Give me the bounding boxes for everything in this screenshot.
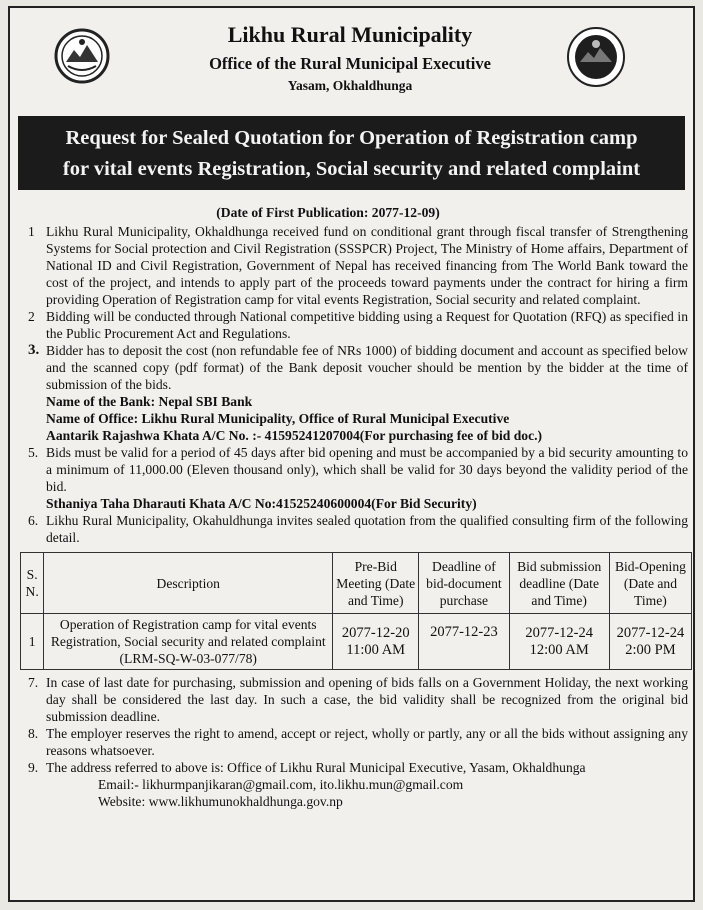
cell-prebid xyxy=(333,614,419,670)
table-header-row xyxy=(21,553,692,614)
opening-date: 2077-12-24 xyxy=(616,624,685,641)
item-number: 6. xyxy=(28,513,39,528)
item-number: 7. xyxy=(28,675,39,690)
title-line-1: Request for Sealed Quotation for Operation of Registration camp xyxy=(65,127,638,149)
list-item xyxy=(28,342,688,393)
cell-submission xyxy=(509,614,609,670)
submission-time: 12:00 AM xyxy=(529,641,589,658)
table-row xyxy=(21,614,692,670)
item-text: Bidding will be conducted through National competitive bidding using a Request for Quotation (RFQ) as specified in the Public Procurement Act and Regulations. xyxy=(46,309,688,341)
title-line-2: for vital events Registration, Social security and related complaint xyxy=(62,158,641,180)
item-number: 2 xyxy=(28,309,35,324)
item-number: 5. xyxy=(28,445,39,460)
list-item xyxy=(28,759,688,776)
notice-header xyxy=(10,8,693,120)
nepal-emblem-logo xyxy=(54,28,110,84)
opening-time: 2:00 PM xyxy=(625,641,676,658)
list-item xyxy=(28,725,688,759)
item-number: 3. xyxy=(28,342,40,358)
list-item xyxy=(28,444,688,495)
header-description: Description xyxy=(44,553,333,614)
cell-opening xyxy=(609,614,691,670)
bank-name: Name of the Bank: Nepal SBI Bank xyxy=(46,394,253,409)
notice-title-banner xyxy=(18,116,685,190)
bank-office-name: Name of Office: Likhu Rural Municipality, Office of Rural Municipal Executive xyxy=(46,411,510,426)
header-opening: Bid-Opening (Date and Time) xyxy=(609,553,691,614)
list-item xyxy=(28,308,688,342)
list-item xyxy=(28,512,688,546)
item-number: 9. xyxy=(28,760,39,775)
municipality-seal-logo xyxy=(566,26,626,88)
list-item xyxy=(28,674,688,725)
item-text: The address referred to above is: Office of Likhu Rural Municipal Executive, Yasam, Okhaldhunga xyxy=(46,760,586,775)
notice-page xyxy=(8,6,695,902)
prebid-date: 2077-12-20 xyxy=(341,624,410,641)
header-submission-deadline: Bid submission deadline (Date and Time) xyxy=(509,553,609,614)
cell-sn: 1 xyxy=(21,614,44,670)
notice-body xyxy=(25,204,688,810)
contact-website: Website: www.likhumunokhaldhunga.gov.np xyxy=(98,794,343,809)
submission-date: 2077-12-24 xyxy=(525,624,594,641)
publication-date: (Date of First Publication: 2077-12-09) xyxy=(216,205,440,220)
item-text: In case of last date for purchasing, submission and opening of bids falls on a Government Holiday, the next working day shall be considered the last day. In such a case, the bid validity shall be recognized from the original bid submission deadline. xyxy=(46,675,688,724)
bid-security-account: Sthaniya Taha Dharauti Khata A/C No:41525240600004(For Bid Security) xyxy=(46,496,477,511)
item-text: The employer reserves the right to amend, accept or reject, wholly or partly, any or all the bids without assigning any reasons whatsoever. xyxy=(46,726,688,758)
header-prebid: Pre-Bid Meeting (Date and Time) xyxy=(333,553,419,614)
bid-schedule-table xyxy=(20,552,692,670)
item-text: Likhu Rural Municipality, Okhaldhunga received fund on conditional grant through fiscal transfer of Strengthening Systems for Social protection and Civil Registration (SSSPCR) Project, The Ministry of Home affairs, Department of National ID and Civil Registration, Government of Nepal has received financing from The World Bank toward the cost of the project, and intends to apply part of the proceeds toward payments under the contract for hiring a firm providing Operation of Registration camp for vital events Registration, Social security and related complaint. xyxy=(46,224,688,307)
item-text: Bids must be valid for a period of 45 days after bid opening and must be accompanied by a bid security amounting to a minimum of 11,000.00 (Eleven thousand only), which shall be valid for 30 days beyond the validity period of the bid. xyxy=(46,445,688,494)
office-name: Office of the Rural Municipal Executive xyxy=(209,54,491,73)
contact-email: Email:- likhurmpanjikaran@gmail.com, ito.likhu.mun@gmail.com xyxy=(98,777,464,792)
cell-purchase-deadline: 2077-12-23 xyxy=(419,614,509,670)
cell-description: Operation of Registration camp for vital events Registration, Social security and related complaint (LRM-SQ-W-03-077/78) xyxy=(44,614,333,670)
office-location: Yasam, Okhaldhunga xyxy=(287,78,413,93)
item-number: 8. xyxy=(28,726,39,741)
item-text: Likhu Rural Municipality, Okahuldhunga invites sealed quotation from the qualified consulting firm of the following detail. xyxy=(46,513,688,545)
header-sn: S. N. xyxy=(21,553,44,614)
organization-name: Likhu Rural Municipality xyxy=(227,22,473,47)
prebid-time: 11:00 AM xyxy=(346,641,406,658)
bank-fee-account: Aantarik Rajashwa Khata A/C No. :- 41595241207004(For purchasing fee of bid doc.) xyxy=(46,428,543,443)
list-item xyxy=(28,223,688,308)
header-purchase-deadline: Deadline of bid-document purchase xyxy=(419,553,509,614)
item-number: 1 xyxy=(28,224,35,239)
item-text: Bidder has to deposit the cost (non refundable fee of NRs 1000) of bidding document and account as specified below and the scanned copy (pdf format) of the Bank deposit voucher should be mention by the bidder at the time of submission of the bids. xyxy=(46,343,688,392)
